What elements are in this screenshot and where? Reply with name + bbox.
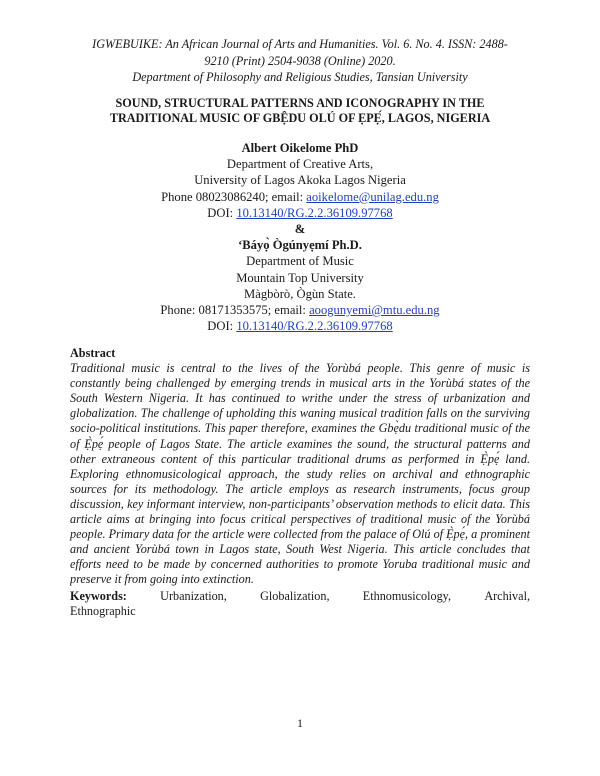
author-doi [100, 318, 500, 334]
author-doi [100, 205, 500, 221]
author-name: ‘Báyọ̀ Ògúnyẹmí Ph.D. [238, 238, 362, 253]
abstract-section [70, 346, 530, 619]
title-line: TRADITIONAL MUSIC OF GBỆDU OLÚ OF ẸPẸ́, LAGOS, NIGERIA [109, 111, 491, 125]
abstract-body: Traditional music is central to the lives of the Yorùbá people. This genre of music is constantly being challenged by emerging trends in musical arts in the Yorùbá states of the South Western Nigeria. It has continued to writhe under the stress of urbanization and globalization. The challenge of upholding this waning musical tradition falls on the surviving socio-political institutions. This paper therefore, examines the Gbẹ̀du traditional music of the of Ẹ̀pẹ́ people of Lagos State. The article examines the sound, the structural patterns and other extraneous content of this particular traditional drums as performed in Ẹ̀pẹ́ land. Exploring ethnomusicological approach, the study relies on archival and ethnographic sources for its methodology. The article employs as research instruments, focus group discussion, key informant interview, non-participants’ observation methods to elicit data. This article aims at bringing into focus critical perspectives of traditional music of the Yorùbá people. Primary data for the article were collected from the palace of Olú of Ẹ̀pẹ́, a prominent and ancient Yorùbá town in Lagos state, South West Nigeria. This article concludes that efforts need to be made by concerned authorities to promote Yoruba traditional music and preserve it from going into extinction. [70, 361, 530, 587]
author-separator: & [294, 222, 306, 237]
journal-header-line: 9210 (Print) 2504-9038 (Online) 2020. [204, 53, 396, 68]
author-institution: Mountain Top University [236, 270, 364, 285]
author-institution: University of Lagos Akoka Lagos Nigeria [194, 173, 406, 188]
keyword-item: Ethnomusicology, [362, 588, 452, 603]
keyword-item: Ethnographic [70, 603, 136, 618]
keyword-item: Globalization, [260, 588, 330, 603]
author-contact [100, 302, 500, 318]
author-contact [100, 189, 500, 205]
author-block [100, 140, 500, 334]
author-location: Màgbòrò, Ògùn State. [244, 286, 356, 301]
doi-prefix: DOI: [207, 319, 237, 334]
keyword-item: Urbanization, [160, 588, 227, 603]
email-link[interactable]: aoikelome@unilag.edu.ng [306, 189, 439, 204]
keywords-label: Keywords: [70, 588, 127, 603]
abstract-heading: Abstract [70, 346, 116, 360]
email-link[interactable]: aoogunyemi@mtu.edu.ng [309, 303, 440, 318]
doi-link[interactable]: 10.13140/RG.2.2.36109.97768 [236, 205, 393, 220]
contact-prefix: Phone: 08171353575; email: [160, 303, 310, 318]
title-line: SOUND, STRUCTURAL PATTERNS AND ICONOGRAPHY IN THE [115, 96, 485, 110]
keywords-line [70, 589, 530, 604]
paper-title [70, 96, 530, 126]
author-name: Albert Oikelome PhD [241, 141, 359, 155]
author-department: Department of Music [246, 254, 354, 269]
author-department: Department of Creative Arts, [226, 157, 374, 172]
page-number: 1 [297, 716, 303, 730]
journal-header [60, 36, 540, 86]
journal-header-line: Department of Philosophy and Religious Studies, Tansian University [132, 70, 468, 84]
keyword-item: Archival, [484, 588, 530, 603]
contact-prefix: Phone 08023086240; email: [161, 189, 307, 204]
doi-prefix: DOI: [207, 205, 237, 220]
journal-header-line: IGWEBUIKE: An African Journal of Arts and Humanities. Vol. 6. No. 4. ISSN: 2488- [92, 37, 508, 51]
doi-link[interactable]: 10.13140/RG.2.2.36109.97768 [236, 319, 393, 334]
